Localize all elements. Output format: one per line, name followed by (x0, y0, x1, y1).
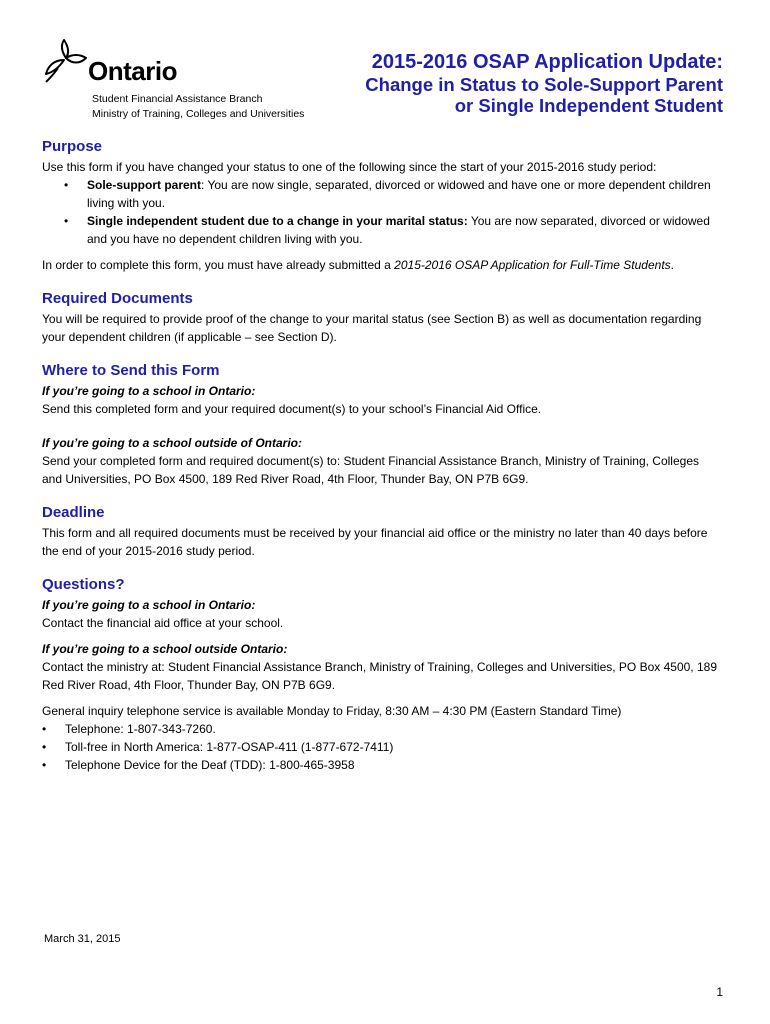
send-ontario-subheading: If you’re going to a school in Ontario: (42, 384, 256, 398)
questions-outside-text: Contact the ministry at: Student Financial Assistance Branch, Ministry of Training, Colleges and Universities, PO Box 4500, 189 Red River Road, 4th Floor, Thunder Bay, ON P7B 6G9. (42, 660, 717, 692)
questions-outside-subheading: If you’re going to a school outside Ontario: (42, 642, 288, 656)
list-item: • Telephone Device for the Deaf (TDD): 1-800-465-3958 (42, 756, 722, 774)
purpose-intro: Use this form if you have changed your status to one of the following since the start of your 2015-2016 study period: (42, 160, 657, 174)
note-prefix: In order to complete this form, you must have already submitted a (42, 258, 395, 272)
page-number: 1 (716, 985, 723, 999)
revision-date: March 31, 2015 (44, 933, 121, 945)
required-documents-section (42, 288, 722, 346)
required-heading: Required Documents (42, 290, 193, 307)
title-line-3: or Single Independent Student (454, 95, 723, 116)
trillium-icon (42, 36, 88, 86)
list-item: • Telephone: 1-807-343-7260. (42, 720, 722, 738)
ontario-logo (42, 36, 192, 88)
deadline-section (42, 502, 722, 560)
questions-section (42, 574, 722, 774)
list-item (42, 212, 722, 248)
application-name: 2015-2016 OSAP Application for Full-Time Students (394, 258, 671, 272)
purpose-list (42, 176, 722, 248)
bullet-text: : You are now single, separated, divorced or widowed and have one or more dependent children living with you. (87, 178, 711, 210)
list-item (42, 176, 722, 212)
questions-heading: Questions? (42, 576, 125, 593)
where-to-send-section (42, 360, 722, 488)
purpose-section (42, 136, 722, 274)
branch-info (92, 92, 304, 122)
deadline-heading: Deadline (42, 504, 105, 521)
bullet-label: Sole-support parent (87, 178, 202, 192)
bullet-text: You are now separated, divorced or widowed and you have no dependent children living with you. (87, 214, 710, 246)
send-outside-subheading: If you’re going to a school outside of Ontario: (42, 436, 302, 450)
title-line-2: Change in Status to Sole-Support Parent (365, 74, 723, 95)
form-title (365, 50, 723, 116)
purpose-heading: Purpose (42, 138, 103, 155)
send-ontario-text: Send this completed form and your required document(s) to your school’s Financial Aid Office. (42, 402, 542, 416)
general-inquiry-text: General inquiry telephone service is available Monday to Friday, 8:30 AM – 4:30 PM (Eastern Standard Time) (42, 704, 622, 718)
deadline-text: This form and all required documents must be received by your financial aid office or the ministry no later than 40 days before the end of your 2015-2016 study period. (42, 526, 708, 558)
ministry-name: Ministry of Training, Colleges and Universities (92, 108, 305, 120)
phone-list (42, 720, 722, 774)
title-line-1: 2015-2016 OSAP Application Update: (371, 51, 723, 73)
send-outside-text: Send your completed form and required document(s) to: Student Financial Assistance Branch, Ministry of Training, Colleges and Universities, PO Box 4500, 189 Red River Road, 4th Floor, Thunder Bay, ON P7B 6G9. (42, 454, 699, 486)
branch-name: Student Financial Assistance Branch (92, 93, 263, 105)
required-text: You will be required to provide proof of the change to your marital status (see Section B) as well as documentation regarding your dependent children (if applicable – see Section D). (42, 312, 702, 344)
purpose-note (42, 256, 722, 274)
send-heading: Where to Send this Form (42, 362, 220, 379)
bullet-label: Single independent student due to a change in your marital status: (87, 214, 468, 228)
list-item: • Toll-free in North America: 1-877-OSAP-411 (1-877-672-7411) (42, 738, 722, 756)
logo-wordmark: Ontario (88, 56, 177, 86)
form-content (42, 136, 722, 774)
questions-ontario-text: Contact the financial aid office at your school. (42, 616, 284, 630)
questions-ontario-subheading: If you’re going to a school in Ontario: (42, 598, 256, 612)
note-suffix: . (670, 258, 674, 272)
